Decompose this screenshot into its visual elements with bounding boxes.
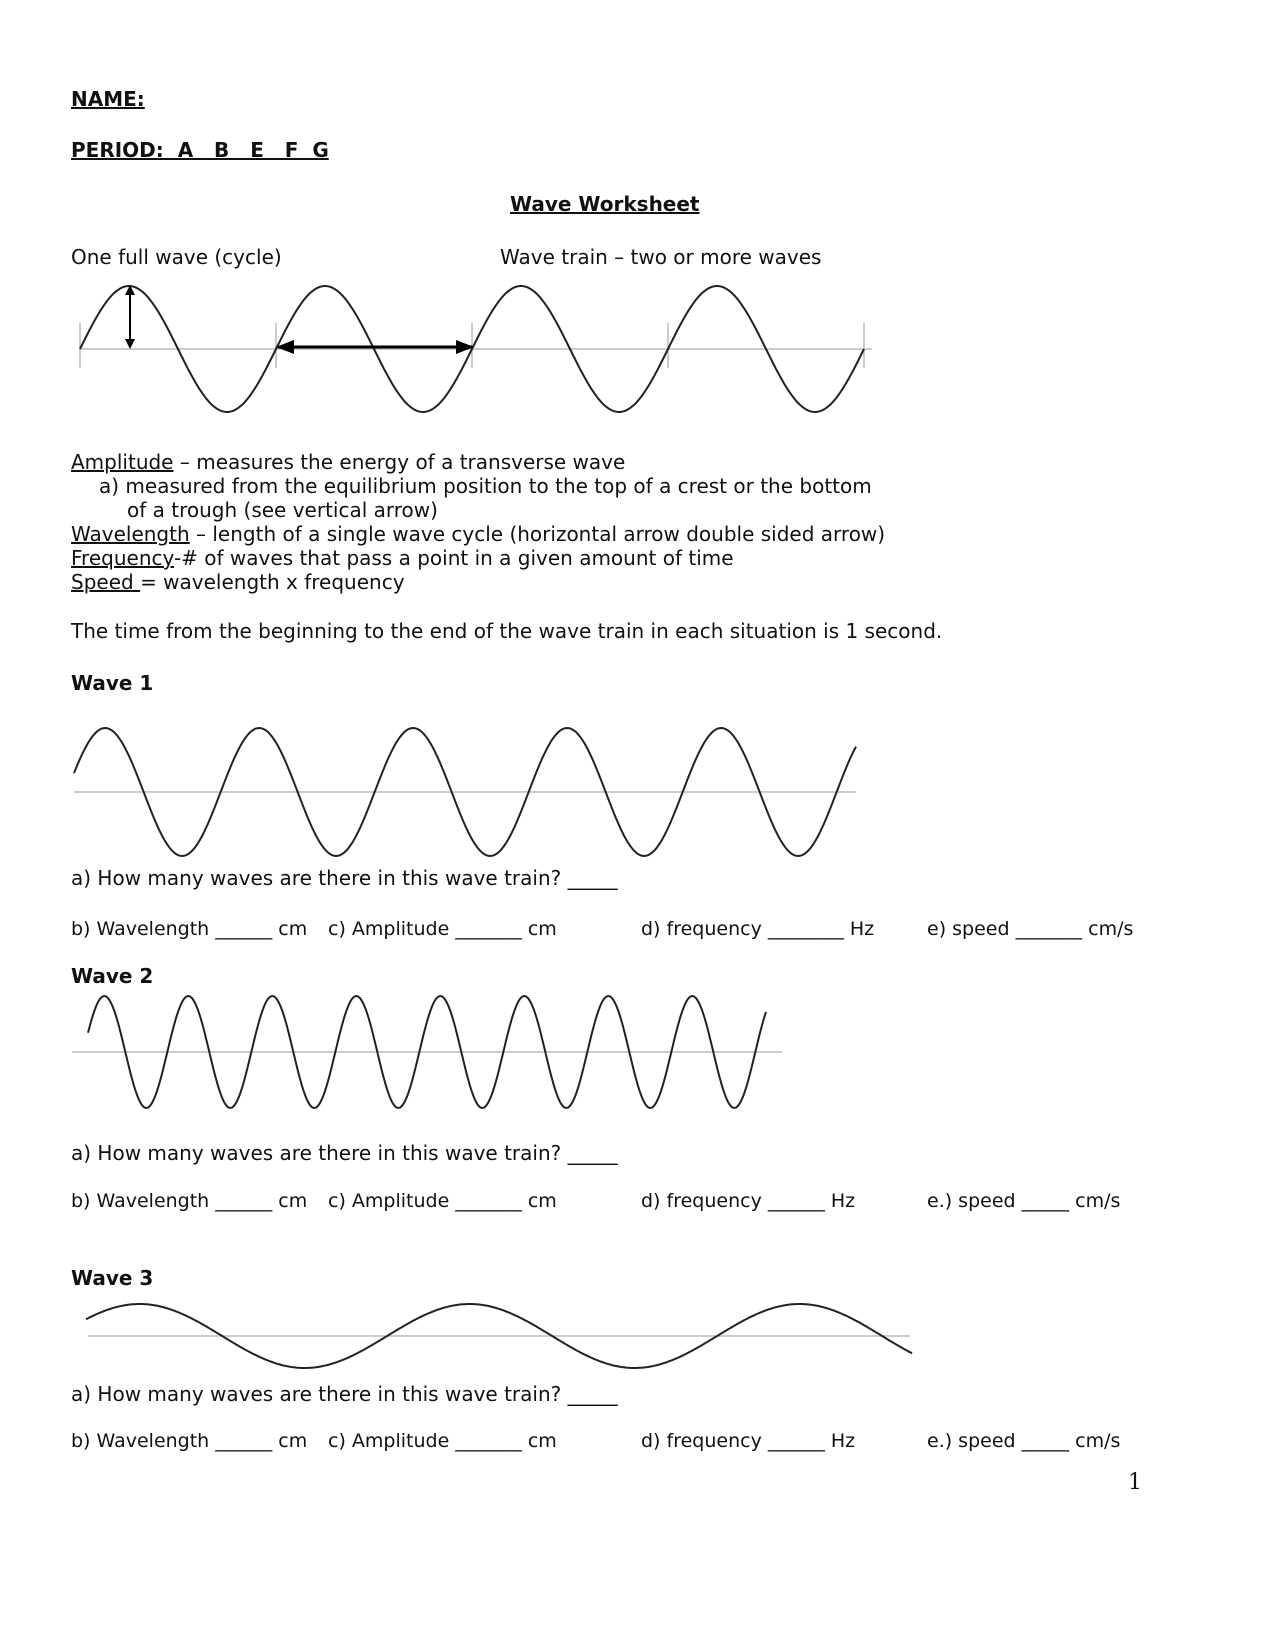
wave3-question-amplitude: c) Amplitude _______ cm <box>328 1430 557 1452</box>
frequency-definition <box>71 546 734 570</box>
wave1-question-count: a) How many waves are there in this wave train? _____ <box>71 866 618 890</box>
wave2-question-frequency: d) frequency ______ Hz <box>641 1190 856 1212</box>
wave3-question-speed: e.) speed _____ cm/s <box>927 1430 1121 1452</box>
speed-term: Speed <box>71 570 141 594</box>
wave3-question-frequency: d) frequency ______ Hz <box>641 1430 856 1452</box>
wave1-question-speed: e) speed _______ cm/s <box>927 918 1134 940</box>
amplitude-definition <box>71 450 625 474</box>
wave1-question-wavelength: b) Wavelength ______ cm <box>71 918 308 940</box>
amplitude-text: – measures the energy of a transverse wave <box>173 450 626 474</box>
name-label: NAME: <box>71 87 145 111</box>
wave3-question-wavelength: b) Wavelength ______ cm <box>71 1430 308 1452</box>
wave3-curve <box>86 1304 912 1368</box>
amplitude-term: Amplitude <box>71 450 174 474</box>
period-label: PERIOD: A B E F G <box>71 138 329 162</box>
wave2-question-speed: e.) speed _____ cm/s <box>927 1190 1121 1212</box>
wave2-heading: Wave 2 <box>71 964 154 988</box>
wavelength-term: Wavelength <box>71 522 190 546</box>
wave1-curve <box>74 728 856 856</box>
wave-train-label: Wave train – two or more waves <box>500 245 822 269</box>
wave3-heading: Wave 3 <box>71 1266 154 1290</box>
example-wave-curve <box>80 286 864 412</box>
wavelength-text: – length of a single wave cycle (horizontal arrow double sided arrow) <box>189 522 886 546</box>
page-title: Wave Worksheet <box>510 192 700 216</box>
wave2-question-amplitude: c) Amplitude _______ cm <box>328 1190 557 1212</box>
frequency-term: Frequency <box>71 546 174 570</box>
amplitude-sub-a-cont: of a trough (see vertical arrow) <box>127 498 438 522</box>
wavelength-definition <box>71 522 885 546</box>
wave2-question-wavelength: b) Wavelength ______ cm <box>71 1190 308 1212</box>
speed-definition <box>71 570 405 594</box>
wave3-question-count: a) How many waves are there in this wave train? _____ <box>71 1382 618 1406</box>
wave1-question-amplitude: c) Amplitude _______ cm <box>328 918 557 940</box>
page-number: 1 <box>1128 1470 1142 1495</box>
frequency-text: -# of waves that pass a point in a given amount of time <box>173 546 734 570</box>
wave1-heading: Wave 1 <box>71 671 154 695</box>
speed-text: = wavelength x frequency <box>140 570 405 594</box>
example-axis <box>80 323 872 368</box>
amplitude-sub-a: a) measured from the equilibrium position to the top of a crest or the bottom <box>99 474 872 498</box>
time-statement: The time from the beginning to the end of the wave train in each situation is 1 second. <box>71 619 943 643</box>
wave2-curve <box>88 996 766 1108</box>
wave1-question-frequency: d) frequency ________ Hz <box>641 918 875 940</box>
one-full-wave-label: One full wave (cycle) <box>71 245 282 269</box>
wave2-question-count: a) How many waves are there in this wave train? _____ <box>71 1141 618 1165</box>
